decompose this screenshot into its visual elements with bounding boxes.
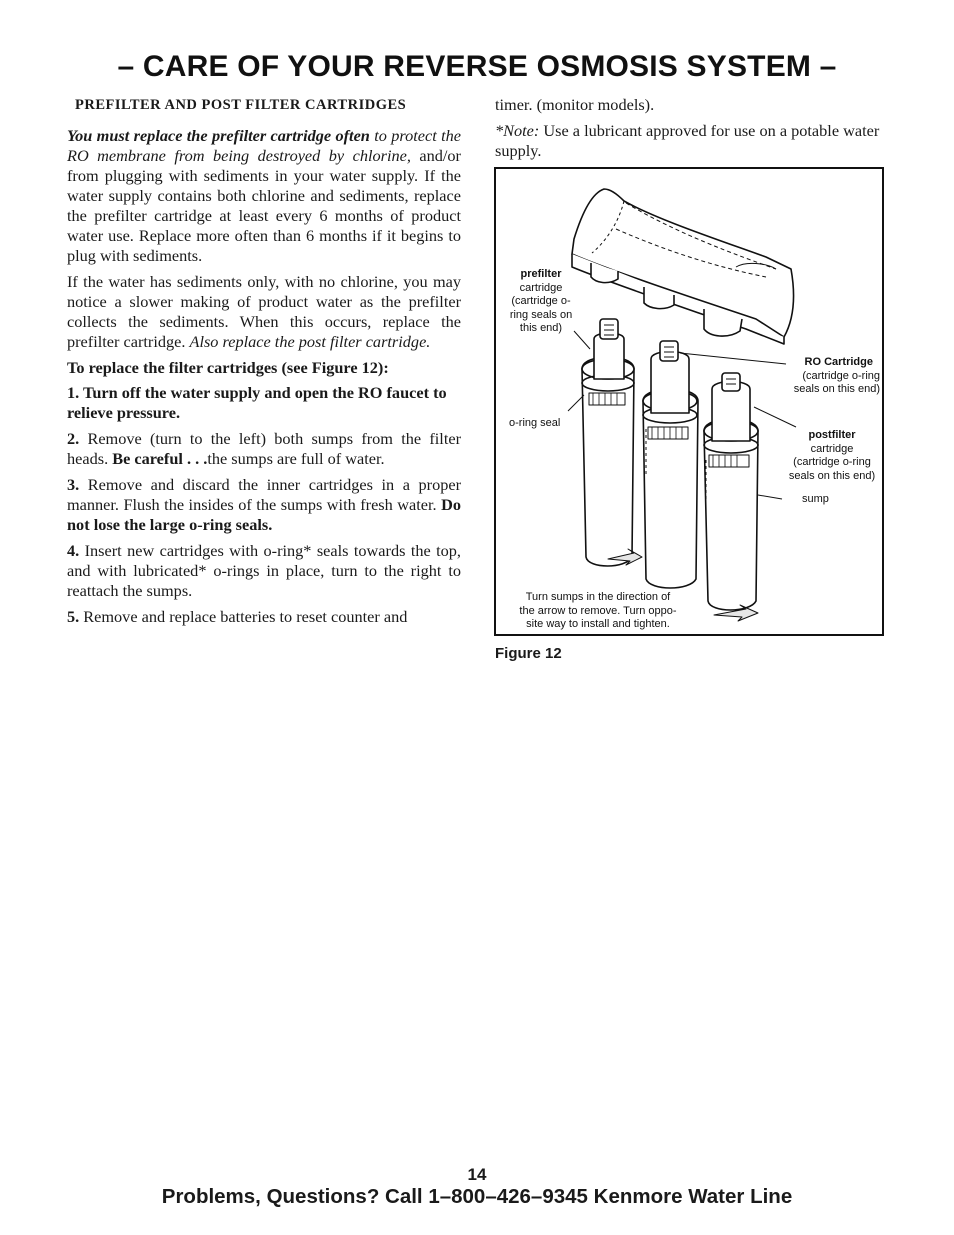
postfilter-label (782, 429, 882, 483)
step-2-rest: the sumps are full of water. (207, 449, 385, 468)
step-2-number: 2. (67, 429, 80, 448)
prefilter-title: prefilter (520, 268, 562, 280)
instruction-label (500, 591, 696, 632)
figure-12 (494, 167, 884, 636)
right-column (495, 95, 889, 167)
note-label: *Note: (495, 121, 540, 140)
figure-caption: Figure 12 (495, 645, 562, 662)
step-3 (67, 475, 461, 535)
sediments-paragraph (67, 272, 461, 352)
postfilter-title: postfilter (808, 429, 856, 441)
intro-text: and/or from plugging with sediments in your water supply. If the water supply contains both chlorine and sediments, replace the prefilter cartridge at least every 6 months of product water use. Replace more often than 6 months if it begins to plug with sediments. (67, 146, 461, 265)
page-title: – CARE OF YOUR REVERSE OSMOSIS SYSTEM – (117, 50, 837, 83)
step-5-text: Remove and replace batteries to reset counter and (79, 607, 408, 626)
step-5-number: 5. (67, 607, 80, 626)
step-2 (67, 429, 461, 469)
ro-cartridge-title: RO Cartridge (804, 356, 873, 368)
page-number: 14 (467, 1165, 487, 1184)
step-4 (67, 541, 461, 601)
step-2-text: Remove (turn to the left) both sumps from the filter heads. (67, 429, 461, 468)
intro-paragraph (67, 126, 461, 266)
left-column (67, 95, 461, 633)
note-text: Use a lubricant approved for use on a potable water supply. (495, 121, 880, 160)
lubricant-note (495, 121, 889, 161)
sediments-text: If the water has sediments only, with no chlorine, you may notice a slower making of product water as the prefilter collects the sediments. When this occurs, replace the prefilter cartridge. (67, 272, 461, 351)
prefilter-line-3: ring seals on (509, 308, 573, 321)
prefilter-line-4: this end) (519, 322, 563, 335)
filter-system-illustration (496, 169, 882, 634)
prefilter-line-2: (cartridge o- (511, 295, 571, 308)
sump-label: sump (802, 493, 829, 505)
footer-help-line: Problems, Questions? Call 1–800–426–9345 Kenmore Water Line (161, 1185, 793, 1208)
replace-heading: To replace the filter cartridges (see Figure 12): (67, 358, 389, 377)
instruction-line-2: the arrow to remove. Turn oppo- (519, 604, 677, 617)
prefilter-line-1: cartridge (519, 281, 563, 294)
continuation-text: timer. (monitor models). (495, 95, 655, 114)
step-4-number: 4. (67, 541, 80, 560)
step-4-text: Insert new cartridges with o-ring* seals towards the top, and with lubricated* o-rings in place, turn to the right to reattach the sumps. (67, 541, 461, 600)
postfilter-line-3: seals on this end) (788, 469, 876, 482)
step-3-warning: Do not lose the large o-ring seals. (67, 495, 461, 534)
section-heading: PREFILTER AND POST FILTER CARTRIDGES (75, 97, 407, 113)
ro-cartridge-label (794, 356, 880, 397)
step-5 (67, 607, 461, 627)
postfilter-line-1: cartridge (810, 442, 854, 455)
ro-cartridge-line-2: seals on this end) (793, 383, 880, 396)
postfilter-line-2: (cartridge o-ring (793, 456, 871, 469)
instruction-line-1: Turn sumps in the direction of (525, 591, 671, 603)
step-2-warning: Be careful . . . (112, 449, 208, 468)
sediments-italic: Also replace the post filter cartridge. (189, 332, 431, 351)
step-3-text: Remove and discard the inner cartridges in a proper manner. Flush the insides of the sumps with fresh water. (67, 475, 461, 514)
step-1: 1. Turn off the water supply and open the RO faucet to relieve pressure. (67, 383, 447, 422)
intro-emphasis: You must replace the prefilter cartridge often (67, 126, 370, 145)
instruction-line-3: site way to install and tighten. (526, 618, 670, 631)
intro-italic: to protect the RO membrane from being destroyed by chlorine, (67, 126, 461, 165)
o-ring-seal-label: o-ring seal (509, 417, 561, 429)
prefilter-label (502, 268, 580, 336)
ro-cartridge-line-1: (cartridge o-ring (802, 369, 880, 382)
step-3-number: 3. (67, 475, 80, 494)
